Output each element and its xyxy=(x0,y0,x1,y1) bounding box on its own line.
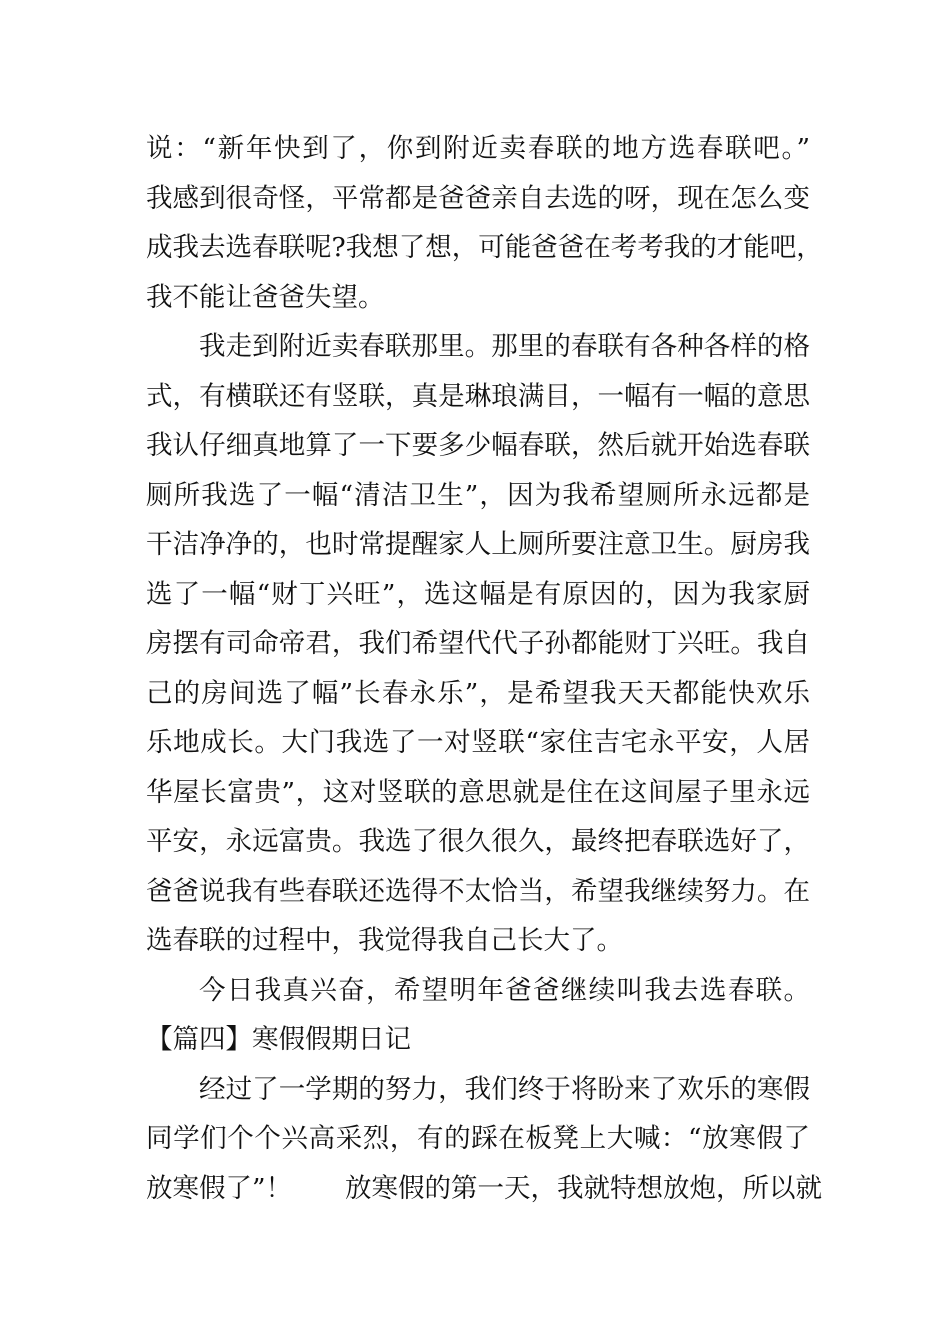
text-line: 乐地成长。大门我选了一对竖联“家住吉宅永平安，人居 xyxy=(146,727,810,758)
text-line: 式，有横联还有竖联，真是琳琅满目，一幅有一幅的意思 xyxy=(146,380,810,412)
text-line: 我不能让爸爸失望。 xyxy=(146,281,385,313)
text-line: 选了一幅“财丁兴旺”，选这幅是有原因的，因为我家厨 xyxy=(146,578,810,610)
text-line: 厕所我选了一幅“清洁卫生”，因为我希望厕所永远都是 xyxy=(146,479,810,511)
text-line: 我走到附近卖春联那里。那里的春联有各种各样的格 xyxy=(199,331,810,362)
text-line: 今日我真兴奋，希望明年爸爸继续叫我去选春联。 xyxy=(199,974,810,1006)
text-line: 我认仔细真地算了一下要多少幅春联，然后就开始选春联 xyxy=(146,430,810,461)
text-line: 选春联的过程中，我觉得我自己长大了。 xyxy=(146,925,623,956)
text-line: 经过了一学期的努力，我们终于将盼来了欢乐的寒假 xyxy=(199,1073,810,1105)
text-line: 爸爸说我有些春联还选得不太恰当，希望我继续努力。在 xyxy=(146,875,810,907)
text-line: 放寒假了”！ 放寒假的第一天，我就特想放炮，所以就 xyxy=(146,1172,823,1204)
document-body xyxy=(146,124,823,1213)
text-line: 房摆有司命帝君，我们希望代代子孙都能财丁兴旺。我自 xyxy=(146,628,810,659)
text-line: 说：“新年快到了，你到附近卖春联的地方选春联吧。” xyxy=(146,133,810,164)
text-line: 平安，永远富贵。我选了很久很久，最终把春联选好了， xyxy=(146,826,810,857)
text-line: 我感到很奇怪，平常都是爸爸亲自去选的呀，现在怎么变 xyxy=(146,182,810,214)
text-line: 同学们个个兴高采烈，有的踩在板凳上大喊：“放寒假了 xyxy=(146,1123,810,1154)
text-line: 己的房间选了幅”长春永乐”，是希望我天天都能快欢乐 xyxy=(146,677,810,709)
text-line: 干洁净净的，也时常提醒家人上厕所要注意卫生。厨房我 xyxy=(146,529,810,560)
text-line: 华屋长富贵”，这对竖联的意思就是住在这间屋子里永远 xyxy=(146,776,810,808)
section-heading: 【篇四】寒假假期日记 xyxy=(146,1024,411,1055)
text-line: 成我去选春联呢?我想了想，可能爸爸在考考我的才能吧， xyxy=(146,232,823,263)
